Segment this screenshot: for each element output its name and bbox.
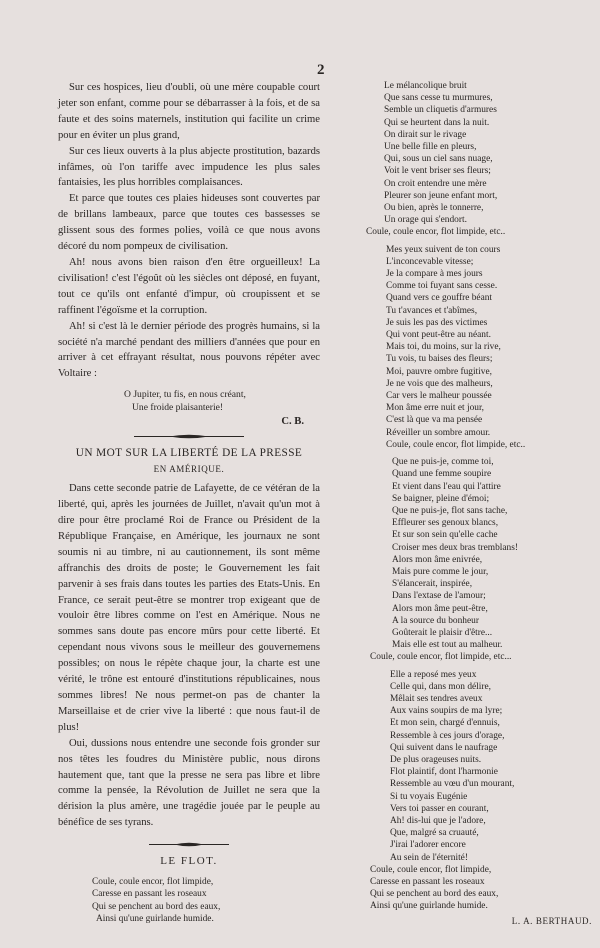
ornament-rule-icon xyxy=(134,433,244,440)
paragraph: Et parce que toutes ces plaies hideuses sont couvertes par de brillans lambeaux, parce que toutes ces bassesses se glissent sous des formes polies, voilà ce que nous avons décoré du nom pompeux de civilisation. xyxy=(58,193,320,253)
refrain: Coule, coule encor, flot limpide, etc.. xyxy=(366,227,506,238)
verse-line: Semble un cliquetis d'armures xyxy=(384,105,497,116)
right-column xyxy=(366,80,592,927)
verse-line: S'élancerait, inspirée, xyxy=(392,579,473,590)
ornament-rule xyxy=(58,841,320,848)
verse-line: Ou bien, après le tonnerre, xyxy=(384,203,484,214)
ornament-rule xyxy=(58,433,320,440)
verse-line: Ressemble au vœu d'un mourant, xyxy=(390,779,515,790)
refrain: Coule, coule encor, flot limpide, etc... xyxy=(370,652,512,663)
verse-line: On croit entendre une mère xyxy=(384,178,487,189)
verse-line: Quand une femme soupire xyxy=(392,469,492,480)
paragraph: Ah! si c'est là le dernier période des progrès humains, si la société n'a marché pendant des milliers d'années que pour en arriver à cet effrayant résultat, nous pouvons répéter avec Voltaire : xyxy=(58,320,320,380)
verse-line: Quand vers ce gouffre béant xyxy=(386,293,493,304)
verse-line: Pleurer son jeune enfant mort, xyxy=(384,190,498,201)
verse-line: L'inconcevable vitesse; xyxy=(386,256,474,267)
verse-line: Caresse en passant les roseaux xyxy=(370,877,485,887)
verse-line: Voit le vent briser ses fleurs; xyxy=(384,166,491,177)
verse-line: Et mon sein, chargé d'ennuis, xyxy=(390,718,500,729)
poem-opening xyxy=(58,876,320,925)
verse-line: Si tu voyais Eugénie xyxy=(390,791,468,802)
verse-line: Tu vois, tu baises des fleurs; xyxy=(386,354,493,365)
verse-line: Mais pure comme le jour, xyxy=(392,566,489,577)
left-column xyxy=(58,80,320,925)
verse-line: C'est là que va ma pensée xyxy=(386,415,483,426)
verse-line: Dans l'extase de l'amour; xyxy=(392,591,486,602)
article-title: UN MOT SUR LA LIBERTÉ DE LA PRESSE xyxy=(75,447,303,460)
verse-line: Caresse en passant les roseaux xyxy=(92,889,207,900)
article-subtitle: EN AMÉRIQUE. xyxy=(153,464,225,475)
verse-line: De plus orageuses nuits. xyxy=(390,754,482,765)
verse-line: Que sans cesse tu murmures, xyxy=(384,93,493,104)
verse-line: Coule, coule encor, flot limpide, xyxy=(370,864,492,875)
final-refrain xyxy=(366,864,592,913)
verse-line: Car vers le malheur poussée xyxy=(386,391,492,402)
verse-line: Comme toi fuyant sans cesse. xyxy=(386,281,498,292)
verse-line: Au sein de l'éternité! xyxy=(390,852,468,863)
verse-line: Flot plaintif, dont l'harmonie xyxy=(390,767,498,778)
verse-line: Ressemble à ces jours d'orage, xyxy=(390,730,505,741)
verse-line: Le mélancolique bruit xyxy=(384,81,467,91)
verse-line: Réveiller un sombre amour. xyxy=(386,427,491,438)
refrain: Coule, coule encor, flot limpide, etc.. xyxy=(386,439,526,450)
stanza xyxy=(366,669,592,864)
verse-line: Ah! dis-lui que je l'adore, xyxy=(390,815,486,826)
verse-line: Celle qui, dans mon délire, xyxy=(390,681,492,692)
verse-line: Je ne vois que des malheurs, xyxy=(386,378,493,389)
verse-line: Que, malgré sa cruauté, xyxy=(390,828,479,839)
author-signature: L. A. BERTHAUD. xyxy=(511,915,592,926)
article-paragraph: Dans cette seconde patrie de Lafayette, de ce vétéran de la liberté, qui, après les journées de Juillet, n'avait qu'un mot à dire pour être proclamé Roi de France ou Président de la République Française, en Amérique, les journaux ne sont soumis ni au timbre, ni au cautionnement, ils sont même affranchis des droits de poste; le Gouvernement les fait parvenir à ses frais dans toutes les parties des Etats-Unis. En France, ce serait peut-être se montrer trop exigeant que de vouloir être libres comme on l'est en Amérique. Nous ne sommes sans doute pas encore mûrs pour cette liberté. Et cependant nous vivons sous le meilleur des gouvernemens possibles; on nous le répète chaque jour, la charte est une vérité, le trône est entouré d'institutions républicaines, nous sommes libres! Ne nous permet-on pas de chanter la Marseillaise et de crier vive la liberté : que nous faut-il de plus! xyxy=(58,483,320,733)
paragraph: Sur ces hospices, lieu d'oubli, où une mère coupable court jeter son enfant, comme pour se débarrasser à la fois, et de sa faute et des soins maternels, institution qui facilite un crime pour en éviter un plus grand, xyxy=(58,82,320,141)
verse-line: A la source du bonheur xyxy=(392,615,479,626)
voltaire-quote xyxy=(124,388,320,414)
paragraph: Sur ces lieux ouverts à la plus abjecte prostitution, bazards infâmes, où l'on tariffe avec impudence les plus sales fantaisies, les plus horribles complaisances. xyxy=(58,145,320,189)
verse-line: Qui vont peut-être au néant. xyxy=(386,330,491,341)
verse-line: Croiser mes deux bras tremblans! xyxy=(392,542,519,553)
verse-line: Mêlait ses tendres aveux xyxy=(390,693,483,704)
verse-line: Je suis les pas des victimes xyxy=(386,317,488,328)
verse-line: Goûterait le plaisir d'être... xyxy=(392,627,493,638)
paragraph: Ah! nous avons bien raison d'en être orgueilleux! La civilisation! c'est l'égoût où les siècles ont déposé, en fuyant, tout ce qu'ils ont enfanté d'impur, où croupissent et se raffinent l'égoïsme et la corruption. xyxy=(58,256,320,316)
verse-line: Aux vains soupirs de ma lyre; xyxy=(390,706,503,717)
verse-line: Ainsi qu'une guirlande humide. xyxy=(370,901,488,912)
verse-line: J'irai l'adorer encore xyxy=(390,840,466,851)
verse-line: Tu t'avances et t'abîmes, xyxy=(386,305,478,316)
verse-line: Et sur son sein qu'elle cache xyxy=(392,530,498,541)
verse-line: Que ne puis-je, flot sans tache, xyxy=(392,505,508,516)
stanza xyxy=(366,80,592,226)
verse-line: On dirait sur le rivage xyxy=(384,129,467,140)
stanza xyxy=(366,456,592,651)
verse-line: Moi, pauvre ombre fugitive, xyxy=(386,366,492,377)
verse-line: Elle a reposé mes yeux xyxy=(390,669,477,680)
quote-line: Une froide plaisanterie! xyxy=(132,402,224,414)
verse-line: Ainsi qu'une guirlande humide. xyxy=(96,913,214,924)
signature: C. B. xyxy=(281,416,304,428)
verse-line: Et vient dans l'eau qui l'attire xyxy=(392,481,501,492)
verse-line: Qui se penchent au bord des eaux, xyxy=(92,901,221,912)
verse-line: Qui, sous un ciel sans nuage, xyxy=(384,154,493,165)
verse-line: Que ne puis-je, comme toi, xyxy=(392,457,494,468)
verse-line: Mon âme erre nuit et jour, xyxy=(386,403,485,414)
verse-line: Je la compare à mes jours xyxy=(386,269,483,280)
verse-line: Mais toi, du moins, sur la rive, xyxy=(386,342,501,353)
verse-line: Qui se penchent au bord des eaux, xyxy=(370,889,499,900)
quote-line: O Jupiter, tu fis, en nous créant, xyxy=(124,389,246,401)
verse-line: Alors mon âme peut-être, xyxy=(392,603,488,614)
ornament-rule-icon xyxy=(149,841,229,848)
stanza xyxy=(366,244,592,439)
verse-line: Qui suivent dans le naufrage xyxy=(390,742,498,753)
verse-line: Mes yeux suivent de ton cours xyxy=(386,244,501,255)
verse-line: Une belle fille en pleurs, xyxy=(384,142,477,153)
article-paragraph: Oui, dussions nous entendre une seconde fois gronder sur nos têtes les foudres du Ministère public, nous dirons hautement que, tant que la presse ne sera pas libre et libre comme la pensée, la Révolution de Juillet ne sera que la dérision la plus amère, une tragédie jouée par le peuple au bénéfice de ses tyrans. xyxy=(58,737,320,829)
poem-title: LE FLOT. xyxy=(160,855,218,868)
verse-line: Se baigner, pleine d'émoi; xyxy=(392,493,490,504)
verse-line: Effleurer ses genoux blancs, xyxy=(392,518,499,529)
verse-line: Coule, coule encor, flot limpide, xyxy=(92,877,214,888)
verse-line: Mais elle est tout au malheur. xyxy=(392,640,503,651)
page-number: 2 xyxy=(317,62,325,78)
verse-line: Alors mon âme enivrée, xyxy=(392,554,483,565)
verse-line: Vers toi passer en courant, xyxy=(390,803,489,814)
verse-line: Qui se heurtent dans la nuit. xyxy=(384,117,490,128)
verse-line: Un orage qui s'endort. xyxy=(384,215,467,226)
